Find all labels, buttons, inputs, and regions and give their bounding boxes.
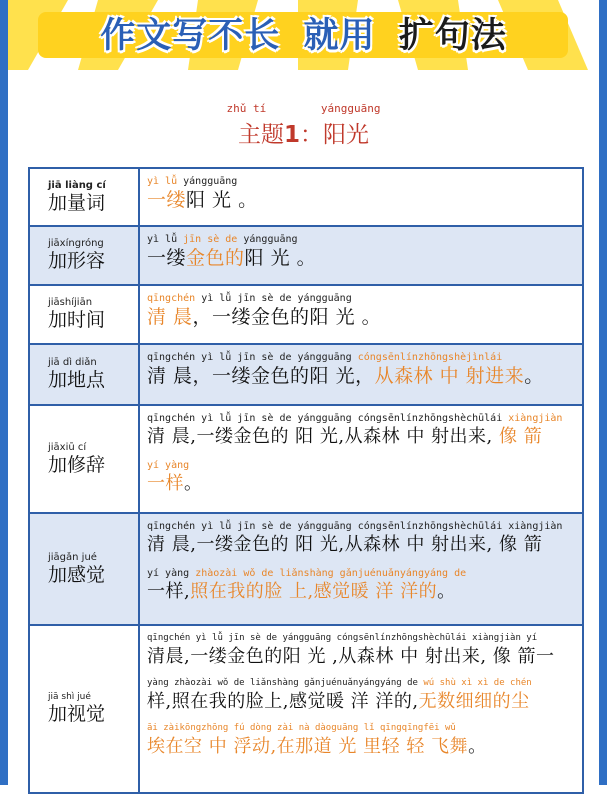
sentence-text: 一样,	[147, 581, 191, 602]
sentence-text: 阳 光 。	[244, 247, 317, 269]
sentence-text: 。	[184, 473, 203, 494]
row-label: 加量词	[48, 191, 106, 214]
row-label-pinyin: jiāshíjiān	[48, 297, 93, 308]
sentence-highlight: 像 箭	[499, 426, 543, 447]
row-label-cell	[29, 285, 139, 344]
pinyin-highlight: zhàozài wǒ de liǎnshàng gǎnjuénuǎnyángyáng de	[195, 568, 467, 579]
sentence-text: 样,照在我的脸上,感觉暖 洋 洋的,	[147, 691, 419, 712]
table-row	[29, 285, 583, 344]
sentence-text: 一缕	[147, 247, 187, 269]
row-label-cell	[29, 513, 139, 625]
theme-title	[0, 116, 607, 149]
row-label-pinyin: jiāxiū cí	[48, 441, 87, 453]
row-content-cell	[139, 405, 583, 513]
row-label-pinyin: jiāxíngróng	[48, 238, 104, 249]
row-label-pinyin: jiā shì jué	[48, 692, 91, 702]
expansion-table	[28, 167, 584, 794]
sentence-text: 。	[524, 365, 544, 387]
table-row	[29, 513, 583, 625]
row-content-cell	[139, 344, 583, 405]
sentence-highlight: 照在我的脸 上,感觉暖 洋 洋的	[190, 581, 438, 602]
pinyin-highlight: wú shù xì xì de chén	[423, 678, 532, 688]
table-row	[29, 405, 583, 513]
row-content-cell	[139, 285, 583, 344]
row-content-cell	[139, 226, 583, 285]
sentence-highlight: 一样	[147, 473, 184, 494]
banner-title-part1: 作文写不长	[100, 16, 281, 56]
pinyin-highlight: cóngsēnlínzhōngshèjìnlái	[357, 352, 503, 363]
pinyin-highlight: jīn sè de	[183, 234, 238, 245]
sentence-text: 。	[468, 736, 487, 757]
row-label: 加感觉	[48, 563, 106, 586]
row-label-cell	[29, 344, 139, 405]
row-label: 加形容	[48, 250, 106, 272]
row-label: 加时间	[48, 309, 106, 331]
pinyin-text: qīngchén yì lǚ jīn sè de yángguāng cóngsēnlínzhōngshèchūlái	[147, 413, 503, 424]
pinyin-text: yì lǚ jīn sè de yángguāng	[201, 293, 352, 304]
row-label-pinyin: jiā liàng cí	[48, 179, 106, 191]
theme-title-number: 1	[283, 122, 300, 148]
row-label: 加视觉	[48, 703, 106, 725]
sentence-text: 清 晨,一缕金色的 阳 光,从森林 中 射出来,	[147, 426, 493, 447]
row-label-cell	[29, 405, 139, 513]
pinyin-text: yángguāng	[183, 176, 238, 187]
table-row	[29, 226, 583, 285]
pinyin-text: yàng zhàozài wǒ de liǎnshàng gǎnjuénuǎnyángyáng de	[147, 678, 418, 688]
theme-pinyin-1: zhǔ tí	[226, 102, 267, 115]
theme-title-word: 主题	[237, 122, 284, 148]
row-label: 加地点	[48, 369, 106, 391]
row-label-pinyin: jiāgǎn jué	[48, 551, 97, 563]
row-label-pinyin: jiā dì diǎn	[48, 357, 97, 368]
pinyin-highlight: xiàngjiàn	[508, 413, 563, 424]
row-content-cell	[139, 168, 583, 226]
pinyin-text: qīngchén yì lǚ jīn sè de yángguāng cóngsēnlínzhōngshèchūlái xiàngjiàn yí	[147, 633, 538, 643]
banner-title	[8, 8, 599, 58]
row-content-cell	[139, 513, 583, 625]
theme-title-topic: ：阳光	[300, 122, 369, 148]
sentence-text: 清 晨，一缕金色的阳 光，	[147, 365, 375, 387]
sentence-highlight: 从森林 中 射进来	[374, 365, 525, 387]
banner-title-part3: 扩句法	[398, 16, 507, 56]
table-row	[29, 625, 583, 793]
theme-header	[0, 102, 607, 149]
pinyin-text: qīngchén yì lǚ jīn sè de yángguāng cóngsēnlínzhōngshèchūlái xiàngjiàn	[147, 521, 563, 532]
row-label-cell	[29, 226, 139, 285]
sentence-highlight: 埃在空 中 浮动,在那道 光 里轻 轻 飞舞	[147, 736, 469, 757]
row-content-cell	[139, 625, 583, 793]
table-row	[29, 168, 583, 226]
table-row	[29, 344, 583, 405]
pinyin-text: yí yàng	[147, 568, 190, 579]
banner	[8, 0, 599, 70]
pinyin-highlight: yí yàng	[147, 460, 190, 471]
sentence-text: 阳 光 。	[186, 189, 258, 211]
pinyin-text: yángguāng	[243, 234, 298, 245]
banner-title-part2: 就用	[303, 16, 376, 56]
row-label-cell	[29, 625, 139, 793]
sentence-highlight: 无数细细的尘	[418, 691, 530, 712]
sentence-text: 清晨,一缕金色的阳 光 ,从森林 中 射出来, 像 箭一	[147, 646, 555, 667]
pinyin-highlight: yì lǚ	[147, 176, 178, 187]
sentence-text: 。	[437, 581, 456, 602]
pinyin-highlight: āi zàikōngzhōng fú dòng zài nà dàoguāng lǐ qīngqīngfēi wǔ	[147, 723, 456, 733]
row-label-cell	[29, 168, 139, 226]
sentence-text: ，一缕金色的阳 光 。	[192, 306, 382, 328]
sentence-highlight: 金色的	[186, 247, 245, 269]
pinyin-text: yì lǚ	[147, 234, 178, 245]
sentence-highlight: 清 晨	[147, 306, 193, 328]
pinyin-text: qīngchén yì lǚ jīn sè de yángguāng	[147, 352, 352, 363]
sentence-highlight: 一缕	[147, 189, 187, 211]
sentence-text: 清 晨,一缕金色的 阳 光,从森林 中 射出来, 像 箭	[147, 534, 543, 555]
pinyin-highlight: qīngchén	[147, 293, 196, 304]
row-label: 加修辞	[48, 453, 106, 476]
theme-pinyin-2: yángguāng	[320, 102, 381, 115]
